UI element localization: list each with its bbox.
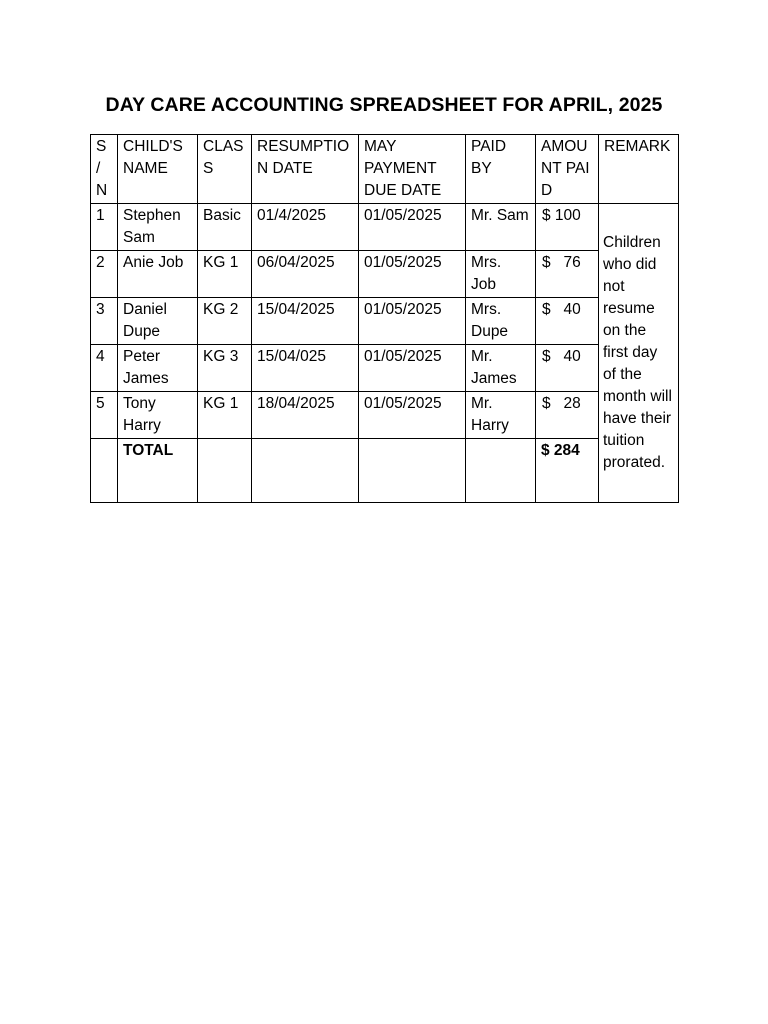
table-row (91, 204, 679, 251)
cell-resumption-date: 06/04/2025 (252, 251, 359, 298)
cell-due-date: 01/05/2025 (359, 298, 466, 345)
cell-child-name: Tony Harry (118, 392, 198, 439)
cell-resumption-date: 15/04/025 (252, 345, 359, 392)
cell-class: KG 1 (198, 392, 252, 439)
cell-sn: 5 (91, 392, 118, 439)
cell-sn-empty (91, 439, 118, 503)
page-title: DAY CARE ACCOUNTING SPREADSHEET FOR APRIL, 2025 (105, 94, 663, 116)
cell-child-name: Anie Job (118, 251, 198, 298)
total-label: TOTAL (118, 439, 198, 503)
cell-sn: 2 (91, 251, 118, 298)
cell-due-date: 01/05/2025 (359, 392, 466, 439)
cell-class: KG 2 (198, 298, 252, 345)
cell-sn: 4 (91, 345, 118, 392)
header-remark: REMARK (599, 135, 679, 204)
header-paid-by: PAID BY (466, 135, 536, 204)
table-row (91, 251, 679, 298)
cell-resumption-date: 01/4/2025 (252, 204, 359, 251)
cell-amount-paid: $ 40 (536, 298, 599, 345)
cell-paid-by: Mr. Sam (466, 204, 536, 251)
table-row (91, 392, 679, 439)
accounting-table (90, 134, 679, 503)
cell-child-name: Stephen Sam (118, 204, 198, 251)
cell-paid-by: Mrs. Job (466, 251, 536, 298)
cell-sn: 1 (91, 204, 118, 251)
cell-paid-by: Mrs. Dupe (466, 298, 536, 345)
cell-amount-paid: $ 28 (536, 392, 599, 439)
total-amount: $ 284 (536, 439, 599, 503)
table-row (91, 345, 679, 392)
table-row (91, 298, 679, 345)
cell-due-date: 01/05/2025 (359, 251, 466, 298)
cell-paid-by: Mr. Harry (466, 392, 536, 439)
cell-empty (359, 439, 466, 503)
cell-sn: 3 (91, 298, 118, 345)
header-child-name: CHILD'S NAME (118, 135, 198, 204)
cell-class: Basic (198, 204, 252, 251)
cell-empty (466, 439, 536, 503)
table-header-row (91, 135, 679, 204)
cell-resumption-date: 18/04/2025 (252, 392, 359, 439)
cell-amount-paid: $ 76 (536, 251, 599, 298)
cell-paid-by: Mr. James (466, 345, 536, 392)
header-class: CLASS (198, 135, 252, 204)
remark-cell: Children who did not resume on the first day of the month will have their tuition prorated. (599, 204, 679, 503)
cell-amount-paid: $ 100 (536, 204, 599, 251)
cell-child-name: Peter James (118, 345, 198, 392)
header-resumption-date: RESUMPTION DATE (252, 135, 359, 204)
cell-due-date: 01/05/2025 (359, 204, 466, 251)
cell-class: KG 1 (198, 251, 252, 298)
header-sn: S / N (91, 135, 118, 204)
total-row (91, 439, 679, 503)
cell-class: KG 3 (198, 345, 252, 392)
cell-resumption-date: 15/04/2025 (252, 298, 359, 345)
header-amount-paid: AMOUNT PAID (536, 135, 599, 204)
header-due-date: MAY PAYMENT DUE DATE (359, 135, 466, 204)
cell-amount-paid: $ 40 (536, 345, 599, 392)
cell-empty (198, 439, 252, 503)
cell-empty (252, 439, 359, 503)
cell-due-date: 01/05/2025 (359, 345, 466, 392)
cell-child-name: Daniel Dupe (118, 298, 198, 345)
